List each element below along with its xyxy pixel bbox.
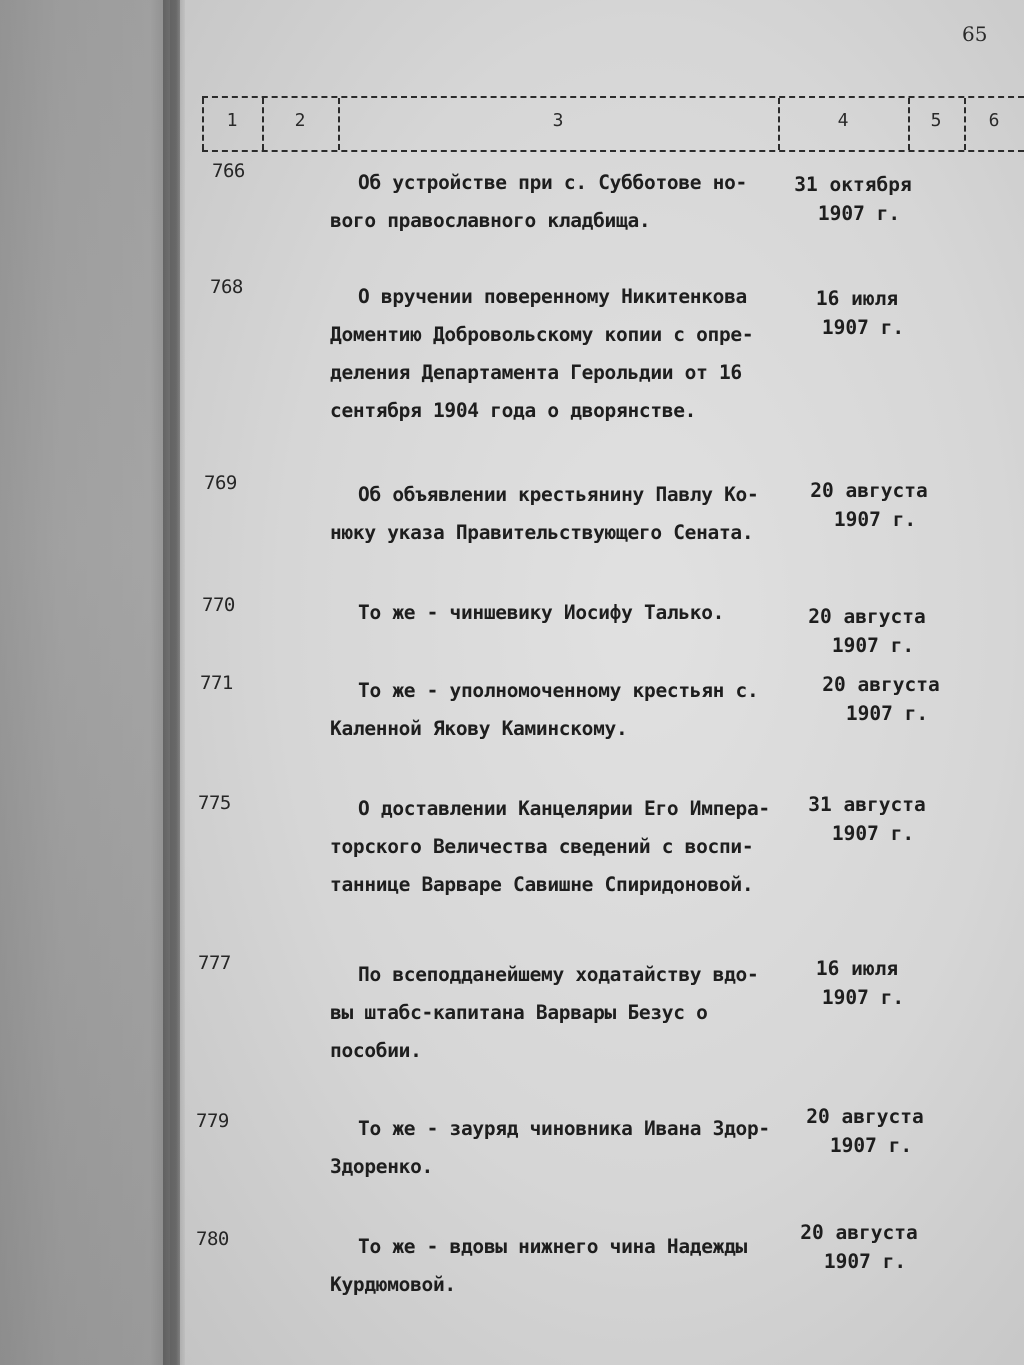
date-year: 1907 г.	[823, 1250, 907, 1273]
row-number: 775	[198, 792, 231, 814]
date-year: 1907 г.	[821, 316, 905, 339]
row-number: 770	[202, 594, 235, 616]
row-date	[792, 602, 942, 660]
date-day: 20 августа	[808, 605, 926, 628]
header-label: 2	[294, 110, 306, 131]
date-day: 31 августа	[808, 793, 926, 816]
title-line: сентября 1904 года о дворянстве.	[330, 399, 697, 422]
title-line: пособии.	[330, 1039, 422, 1062]
title-line: То же - чиншевику Иосифу Талько.	[358, 601, 725, 624]
row-number: 766	[212, 160, 245, 182]
row-number: 777	[198, 952, 231, 974]
title-line: О доставлении Канцелярии Его Импера-	[358, 797, 770, 820]
header-cell-5	[908, 98, 964, 150]
row-date	[806, 670, 956, 728]
row-date	[794, 476, 944, 534]
date-year: 1907 г.	[845, 702, 929, 725]
header-label: 1	[226, 110, 238, 131]
date-day: 20 августа	[800, 1221, 918, 1244]
header-cell-2	[262, 98, 338, 150]
date-day: 31 октября	[794, 173, 912, 196]
row-date	[792, 790, 942, 848]
row-title	[330, 1110, 785, 1186]
row-title	[330, 956, 785, 1070]
title-line: Об объявлении крестьянину Павлу Ко-	[358, 483, 759, 506]
title-line: По всеподданейшему ходатайству вдо-	[358, 963, 759, 986]
title-line: То же - уполномоченному крестьян с.	[358, 679, 759, 702]
row-title	[330, 164, 785, 240]
date-year: 1907 г.	[817, 202, 901, 225]
date-year: 1907 г.	[831, 634, 915, 657]
row-number: 771	[200, 672, 233, 694]
title-line: То же - вдовы нижнего чина Надежды	[358, 1235, 747, 1258]
title-line: деления Департамента Герольдии от 16	[330, 361, 742, 384]
title-line: торского Величества сведений с воспи-	[330, 835, 754, 858]
column-header	[202, 92, 1024, 154]
title-line: вы штабс-капитана Варвары Безус о	[330, 1001, 708, 1024]
date-day: 16 июля	[815, 957, 899, 980]
row-title	[330, 278, 785, 430]
date-year: 1907 г.	[829, 1134, 913, 1157]
date-day: 20 августа	[810, 479, 928, 502]
header-label: 4	[837, 110, 849, 131]
row-title	[330, 476, 785, 552]
date-year: 1907 г.	[833, 508, 917, 531]
row-number: 779	[196, 1110, 229, 1132]
row-date	[782, 954, 932, 1012]
title-line: нюку указа Правительствующего Сената.	[330, 521, 754, 544]
title-line: Курдюмовой.	[330, 1273, 456, 1296]
row-date	[784, 1218, 934, 1276]
title-line: То же - зауряд чиновника Ивана Здор-	[358, 1117, 770, 1140]
title-line: Об устройстве при с. Субботове но-	[358, 171, 747, 194]
row-date	[778, 170, 928, 228]
header-cell-4	[778, 98, 908, 150]
header-cell-3	[338, 98, 778, 150]
row-date	[782, 284, 932, 342]
title-line: Здоренко.	[330, 1155, 433, 1178]
row-number: 768	[210, 276, 243, 298]
header-bottom-rule	[202, 150, 1024, 152]
title-line: таннице Варваре Савишне Спиридоновой.	[330, 873, 754, 896]
header-label: 6	[988, 110, 1000, 131]
row-number: 780	[196, 1228, 229, 1250]
header-label: 3	[552, 110, 564, 131]
date-year: 1907 г.	[831, 822, 915, 845]
header-label: 5	[930, 110, 942, 131]
row-date	[790, 1102, 940, 1160]
header-cell-1	[202, 98, 262, 150]
title-line: Доментию Добровольскому копии с опре-	[330, 323, 754, 346]
book-gutter-shadow	[163, 0, 185, 1365]
title-line: Каленной Якову Каминскому.	[330, 717, 628, 740]
header-cell-6	[964, 98, 1024, 150]
row-title	[330, 790, 785, 904]
date-day: 20 августа	[822, 673, 940, 696]
date-day: 16 июля	[815, 287, 899, 310]
date-year: 1907 г.	[821, 986, 905, 1009]
title-line: О вручении поверенному Никитенкова	[358, 285, 747, 308]
date-day: 20 августа	[806, 1105, 924, 1128]
row-title	[330, 594, 785, 632]
row-title	[330, 672, 785, 748]
facing-page-edge	[0, 0, 170, 1365]
title-line: вого православного кладбища.	[330, 209, 651, 232]
row-number: 769	[204, 472, 237, 494]
page-number: 65	[962, 22, 988, 46]
row-title	[330, 1228, 785, 1304]
